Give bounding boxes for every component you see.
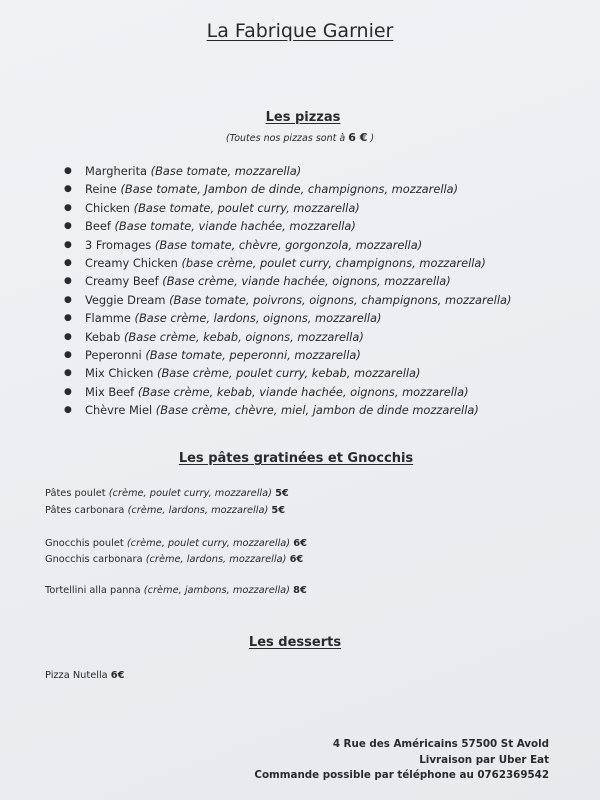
pizza-desc: (Base tomate, mozzarella) [150, 164, 302, 178]
dish-price: 5€ [271, 505, 286, 516]
pizza-item [64, 180, 511, 198]
pizzas-heading: Les pizzas [265, 110, 341, 125]
bullet-icon: ● [64, 276, 72, 287]
pates-item [45, 538, 307, 549]
pizza-item [64, 272, 511, 290]
bullet-icon: ● [64, 368, 72, 379]
pizza-item [64, 383, 511, 401]
dish-price: 5€ [275, 488, 289, 499]
pates-item [45, 585, 307, 596]
bullet-icon: ● [64, 294, 72, 305]
pates-item [45, 554, 303, 565]
pizza-name: Margherita [85, 164, 148, 178]
pizza-desc: (Base crème, kebab, viande hachée, oignons, mozzarella) [137, 384, 469, 399]
dish-desc: (crème, poulet curry, mozzarella) [108, 488, 272, 499]
dish-name: Gnocchis carbonara [45, 554, 143, 565]
pizza-desc: (Base crème, lardons, oignons, mozzarella) [134, 311, 382, 326]
pizza-desc: (Base crème, viande hachée, oignons, mozzarella) [162, 274, 451, 289]
bullet-icon: ● [64, 257, 72, 268]
delivery-info: Livraison par Uber Eat [419, 754, 549, 766]
restaurant-title: La Fabrique Garnier [206, 20, 394, 42]
dish-price: 6€ [110, 670, 125, 681]
dish-desc: (crème, lardons, mozzarella) [127, 505, 269, 516]
dish-price: 6€ [293, 538, 307, 549]
pizza-desc: (Base tomate, Jambon de dinde, champignons, mozzarella) [120, 182, 459, 197]
bullet-icon: ● [64, 331, 72, 342]
bullet-icon: ● [64, 221, 72, 232]
pizza-item [64, 254, 511, 272]
pizza-item [64, 328, 511, 346]
pizza-item [64, 309, 511, 327]
pizza-item [64, 291, 511, 309]
pizza-item [64, 217, 511, 235]
pizza-item [64, 346, 511, 364]
dish-name: Tortellini alla panna [45, 585, 141, 596]
bullet-icon: ● [64, 239, 72, 250]
pizza-item [64, 199, 511, 217]
address: 4 Rue des Américains 57500 St Avold [332, 738, 549, 750]
pizza-name: Reine [85, 182, 117, 197]
dish-price: 6€ [289, 554, 304, 565]
pizza-desc: (Base crème, poulet curry, kebab, mozzarella) [157, 366, 421, 381]
pates-heading: Les pâtes gratinées et Gnocchis [178, 451, 414, 466]
pizza-item [64, 364, 511, 382]
bullet-icon: ● [64, 405, 72, 416]
phone-order-info: Commande possible par téléphone au 0762369542 [254, 769, 549, 781]
pizza-name: Mix Chicken [85, 366, 154, 381]
bullet-icon: ● [64, 386, 72, 397]
pizza-name: Chèvre Miel [85, 403, 153, 418]
dish-desc: (crème, poulet curry, mozzarella) [126, 538, 291, 549]
desserts-heading: Les desserts [248, 635, 342, 650]
pizza-note-price: 6 € [348, 131, 368, 144]
pizza-desc: (Base crème, kebab, oignons, mozzarella) [123, 329, 364, 344]
pizza-note-text: (Toutes nos pizzas sont à [225, 133, 346, 144]
pizza-list [64, 162, 511, 419]
pizza-desc: (Base crème, chèvre, miel, jambon de dinde mozzarella) [155, 403, 479, 418]
pizza-desc: (base crème, poulet curry, champignons, mozzarella) [181, 255, 486, 270]
dish-desc: (crème, lardons, mozzarella) [145, 554, 287, 565]
pizza-name: Veggie Dream [85, 292, 166, 307]
pates-item [45, 488, 289, 499]
pates-item [45, 505, 285, 516]
pizza-name: Chicken [85, 200, 131, 215]
pizza-name: Creamy Chicken [85, 255, 178, 270]
bullet-icon: ● [64, 202, 72, 213]
pizza-price-note [0, 131, 600, 144]
dish-price: 8€ [293, 585, 307, 596]
pizza-name: Creamy Beef [85, 274, 159, 289]
pizza-desc: (Base tomate, peperonni, mozzarella) [145, 347, 361, 362]
dish-name: Gnocchis poulet [45, 538, 124, 549]
pizza-item [64, 162, 511, 180]
bullet-icon: ● [64, 184, 72, 195]
bullet-icon: ● [64, 349, 72, 360]
dish-name: Pâtes carbonara [45, 505, 125, 516]
pizza-name: Beef [85, 219, 111, 234]
pizza-item [64, 401, 511, 419]
pizza-desc: (Base tomate, viande hachée, mozzarella) [114, 219, 356, 234]
pizza-note-end: ) [370, 133, 375, 144]
pizza-name: Flamme [85, 311, 131, 326]
pizza-name: Peperonni [85, 347, 142, 362]
pizza-name: 3 Fromages [85, 237, 152, 252]
pizza-desc: (Base tomate, poulet curry, mozzarella) [133, 200, 360, 215]
pizza-item [64, 236, 511, 254]
pizza-name: Kebab [85, 329, 121, 344]
pizza-desc: (Base tomate, poivrons, oignons, champignons, mozzarella) [169, 292, 512, 307]
dish-name: Pizza Nutella [45, 670, 108, 681]
dish-name: Pâtes poulet [45, 488, 106, 499]
dish-desc: (crème, jambons, mozzarella) [143, 585, 291, 596]
bullet-icon: ● [64, 166, 72, 176]
pizza-name: Mix Beef [85, 384, 135, 399]
dessert-item [45, 670, 124, 681]
pizza-desc: (Base tomate, chèvre, gorgonzola, mozzarella) [154, 237, 423, 252]
bullet-icon: ● [64, 313, 72, 324]
